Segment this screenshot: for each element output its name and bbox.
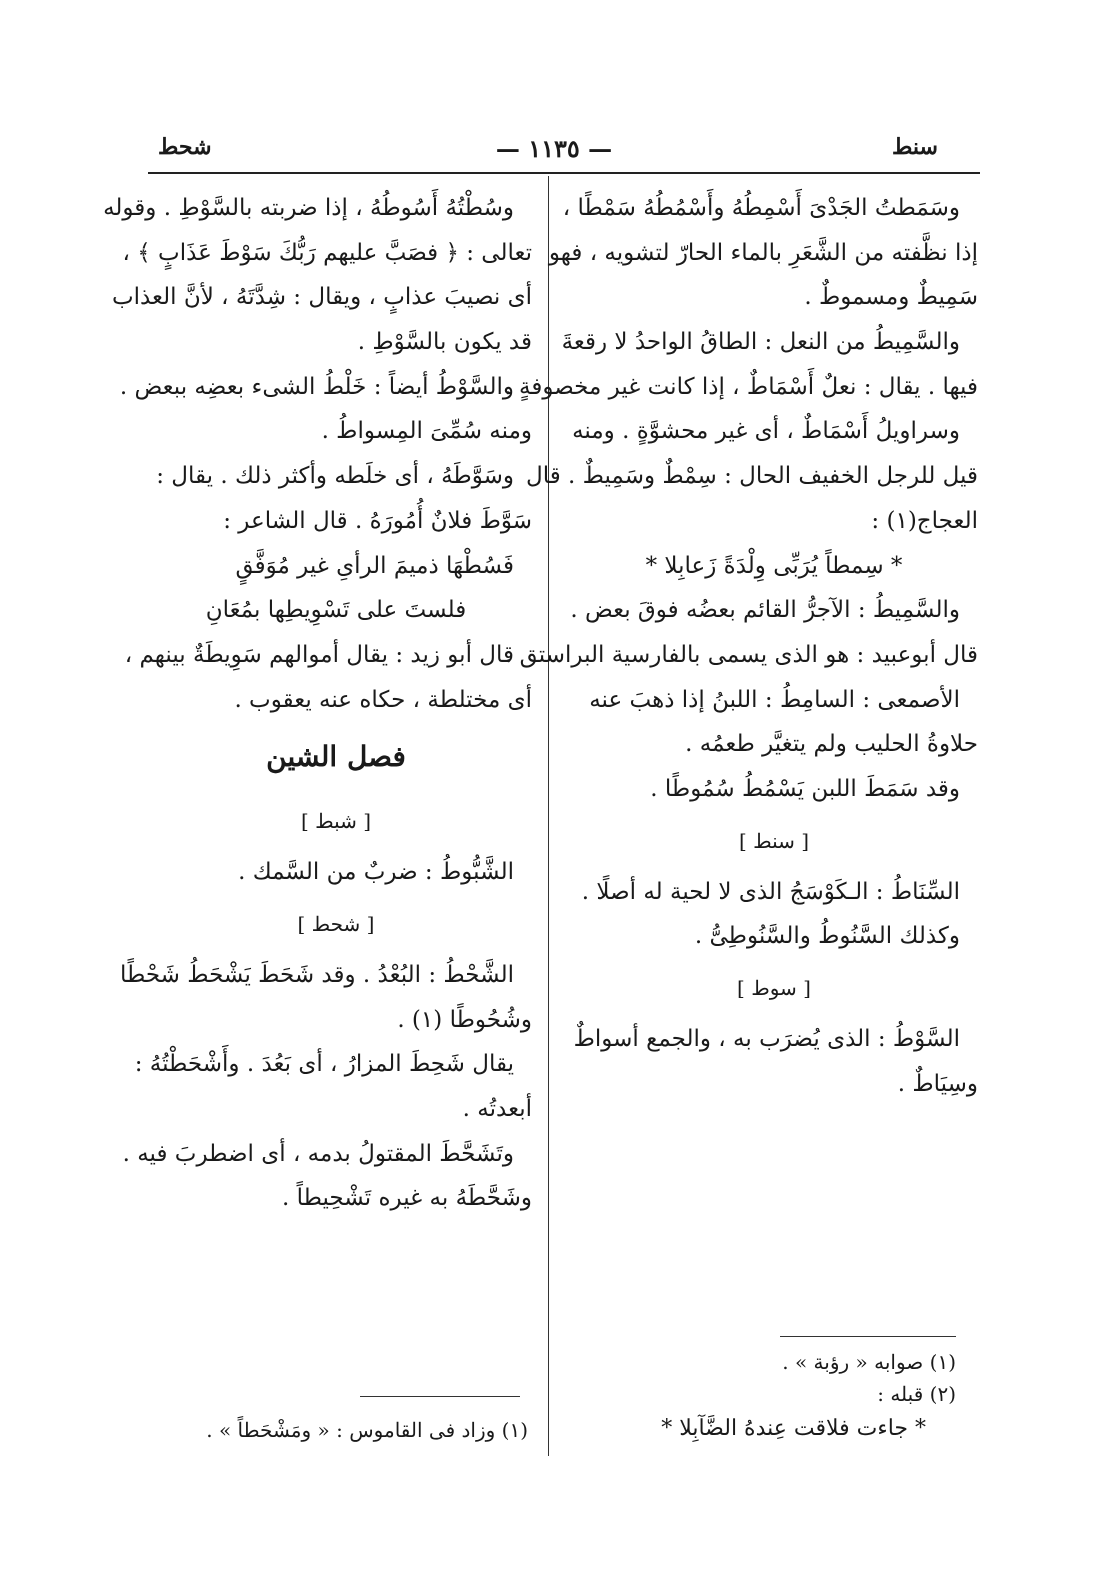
text-line: أى مختلطة ، حكاه عنه يعقوب . (234, 686, 532, 713)
text-line: والسَّوْطُ أيضاً : خَلْطُ الشىء بعضِه ببعض . (119, 373, 514, 400)
entry-heading: [ شبط ] (300, 809, 372, 834)
text-line: أبعدتُه . (462, 1096, 532, 1122)
text-line: وسراويلُ أَسْمَاطٌ ، أى غير محشوَّةٍ . ومنه (572, 418, 960, 445)
entry-heading: [ سنط ] (738, 828, 810, 853)
text-line: فيها . يقال : نعلٌ أَسْمَاطٌ ، إذا كانت غير مخصوفةٍ . (504, 373, 978, 400)
text-line: الشَّبُّوطُ : ضربٌ من السَّمك . (238, 859, 514, 886)
text-line: وشُحُوطًا (١) . (397, 1006, 532, 1033)
entry-heading: [ شحط ] (297, 911, 375, 936)
footnote: (١) صوابه « رؤبة » . (782, 1350, 956, 1374)
text-line: سَمِيطٌ ومسموطٌ . (804, 284, 978, 311)
text-line: وسِيَاطٌ . (897, 1070, 978, 1097)
text-line: وسَوَّطَهُ ، أى خلَطه وأكثر ذلك . يقال : (156, 463, 514, 490)
verse-line: فَسُطْهَا ذميمَ الرأىِ غير مُوَفَّقٍ (235, 552, 514, 579)
text-line: الأصمعى : السامِطُ : اللبنُ إذا ذهبَ عنه (589, 686, 960, 713)
running-head-right: سنط (892, 134, 938, 160)
running-head-left: شحط (158, 134, 212, 160)
footnote-verse: * جاءت فلاقت عِندهُ الضَّآبِلا * (661, 1416, 926, 1441)
left-column (103, 186, 532, 1221)
text-line: الشَّحْطُ : البُعْدُ . وقد شَحَطَ يَشْحَطُ شَحْطًا (119, 961, 514, 988)
right-column (504, 186, 978, 1106)
text-line: العجاج(١) : (871, 507, 978, 534)
text-line: أى نصيبَ عذابٍ ، ويقال : شِدَّتَهُ ، لأنَّ العذاب (111, 284, 532, 311)
page-number: — ١١٣٥ — (495, 134, 613, 163)
text-line: قد يكون بالسَّوْطِ . (357, 329, 532, 356)
text-line: السَّوْطُ : الذى يُضرَب به ، والجمع أسواطٌ (573, 1026, 960, 1052)
text-line: حلاوةُ الحليب ولم يتغيَّر طعمُه . (685, 731, 978, 758)
text-line: تعالى : ﴿ فصَبَّ عليهم رَبُّكَ سَوْطَ عَذَابٍ ﴾ ، (122, 239, 532, 266)
header-rule (148, 172, 980, 174)
verse-line: فلستَ على تَسْوِيطِها بمُعَانِ (205, 597, 467, 624)
text-line: يقال شَحِطَ المزارُ ، أى بَعُدَ . وأَشْحَطْتُهُ : (134, 1051, 514, 1078)
text-line: السِّنَاطُ : الـكَوْسَجُ الذى لا لحية له أصلًا . (581, 878, 960, 905)
text-line: وتَشَحَّطَ المقتولُ بدمه ، أى اضطربَ فيه . (122, 1140, 514, 1167)
text-line: قال أبو زيد : يقال أموالهم سَوِيطَةٌ بينهم ، (124, 641, 514, 668)
text-line: قيل للرجل الخفيف الحال : سِمْطٌ وسَمِيطٌ . قال (525, 463, 978, 490)
text-line: إذا نظَّفته من الشَّعَرِ بالماء الحارّ لتشويه ، فهو (548, 239, 978, 266)
text-line: والسَّمِيطُ من النعل : الطاقُ الواحدُ لا رقعةَ (561, 329, 960, 356)
text-line: قال أبوعبيد : هو الذى يسمى بالفارسية البراستق . (504, 641, 978, 668)
text-line: وسَمَطتُ الجَدْىَ أَسْمِطُهُ وأَسْمُطُهُ سَمْطًا ، (562, 195, 960, 221)
footnote: (٢) قبله : (877, 1382, 956, 1406)
text-line: وكذلك السَّنُوطُ والسَّنُوطِىُّ . (694, 923, 960, 950)
text-line: وقد سَمَطَ اللبن يَسْمُطُ سُمُوطًا . (650, 775, 960, 802)
footnote-rule-right (780, 1336, 956, 1337)
text-line: والسَّمِيطُ : الآجرُّ القائم بعضُه فوقَ بعض . (570, 597, 960, 624)
text-line: وسُطْتُهُ أَسُوطُهُ ، إذا ضربته بالسَّوْطِ . وقوله (103, 195, 514, 221)
text-line: سَوَّطَ فلانٌ أُمُورَهُ . قال الشاعر : (223, 507, 532, 534)
footnote: (١) وزاد فى القاموس : « ومَشْحَطاً » . (206, 1418, 528, 1442)
footnote-rule-left (360, 1396, 520, 1397)
text-line: ومنه سُمِّىَ المِسواطُ . (321, 418, 532, 445)
verse-line: * سِمطاً يُرَبِّى وِلْدَةً زَعابِلا * (645, 552, 903, 579)
entry-heading: [ سوط ] (737, 976, 811, 1000)
section-title: فصل الشين (266, 740, 406, 774)
text-line: وشَحَّطَهُ به غيره تَشْحِيطاً . (281, 1185, 532, 1212)
